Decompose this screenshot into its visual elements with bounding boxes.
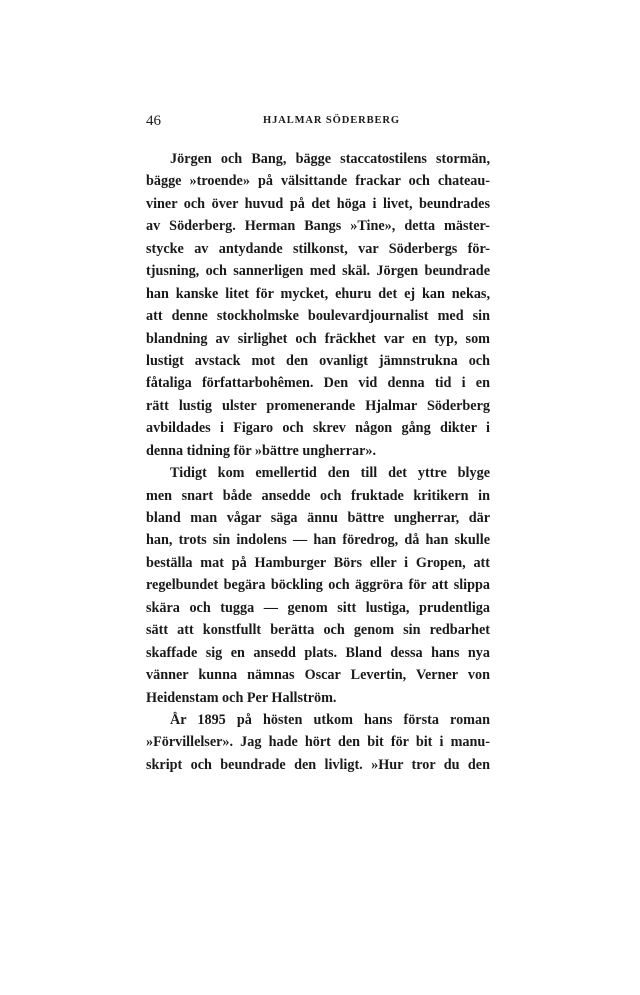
running-title: HJALMAR SÖDERBERG xyxy=(263,115,400,126)
text-line: bägge »troende» på välsittande frackar och chateau- xyxy=(146,173,490,190)
text-line: han kanske litet för mycket, ehuru det ej kan nekas, xyxy=(146,285,490,302)
text-line: att denne stockholmske boulevardjournalist med sin xyxy=(146,308,490,325)
text-line: rätt lustig ulster promenerande Hjalmar Söderberg xyxy=(146,397,490,414)
text-line: avbildades i Figaro och skrev någon gång dikter i xyxy=(146,420,490,437)
page-number: 46 xyxy=(146,113,161,129)
text-line: skript och beundrade den livligt. »Hur tror du den xyxy=(146,756,490,773)
text-line: Heidenstam och Per Hallström. xyxy=(146,689,337,706)
text-line: regelbundet begära böckling och äggröra för att slippa xyxy=(146,577,490,594)
text-line: av Söderberg. Herman Bangs »Tine», detta mäster- xyxy=(146,218,490,235)
text-line: stycke av antydande stilkonst, var Söderbergs för- xyxy=(146,240,490,257)
text-line: blandning av sirlighet och fräckhet var en typ, som xyxy=(146,330,490,347)
text-line: han, trots sin indolens — han föredrog, då han skulle xyxy=(146,532,490,549)
text-line: denna tidning för »bättre ungherrar». xyxy=(146,442,377,459)
text-line: sätt att konstfullt berätta och genom sin redbarhet xyxy=(146,622,490,639)
text-line: lustigt avstack mot den ovanligt jämnstrukna och xyxy=(146,352,490,369)
text-line: men snart både ansedde och fruktade kritikern in xyxy=(146,487,490,504)
text-line: beställa mat på Hamburger Börs eller i Gropen, att xyxy=(146,554,490,571)
running-head xyxy=(146,113,490,133)
text-line: skära och tugga — genom sitt lustiga, prudentliga xyxy=(146,599,490,616)
text-line: vänner kunna nämnas Oscar Levertin, Verner von xyxy=(146,667,490,684)
text-line: År 1895 på hösten utkom hans första roman xyxy=(170,711,490,728)
text-line: Tidigt kom emellertid den till det yttre blyge xyxy=(170,465,490,482)
text-line: tjusning, och sannerligen med skäl. Jörgen beundrade xyxy=(146,263,490,280)
body-text xyxy=(146,148,490,776)
text-line: bland man vågar säga ännu bättre ungherrar, där xyxy=(146,510,490,526)
text-line: viner och över huvud på det höga i livet, beundrades xyxy=(146,195,490,212)
text-line: skaffade sig en ansedd plats. Bland dessa hans nya xyxy=(146,644,490,661)
text-line: »Förvillelser». Jag hade hört den bit för bit i manu- xyxy=(146,734,490,751)
text-line: fåtaliga författarbohêmen. Den vid denna tid i en xyxy=(146,375,490,392)
text-line: Jörgen och Bang, bägge staccatostilens stormän, xyxy=(170,151,490,167)
